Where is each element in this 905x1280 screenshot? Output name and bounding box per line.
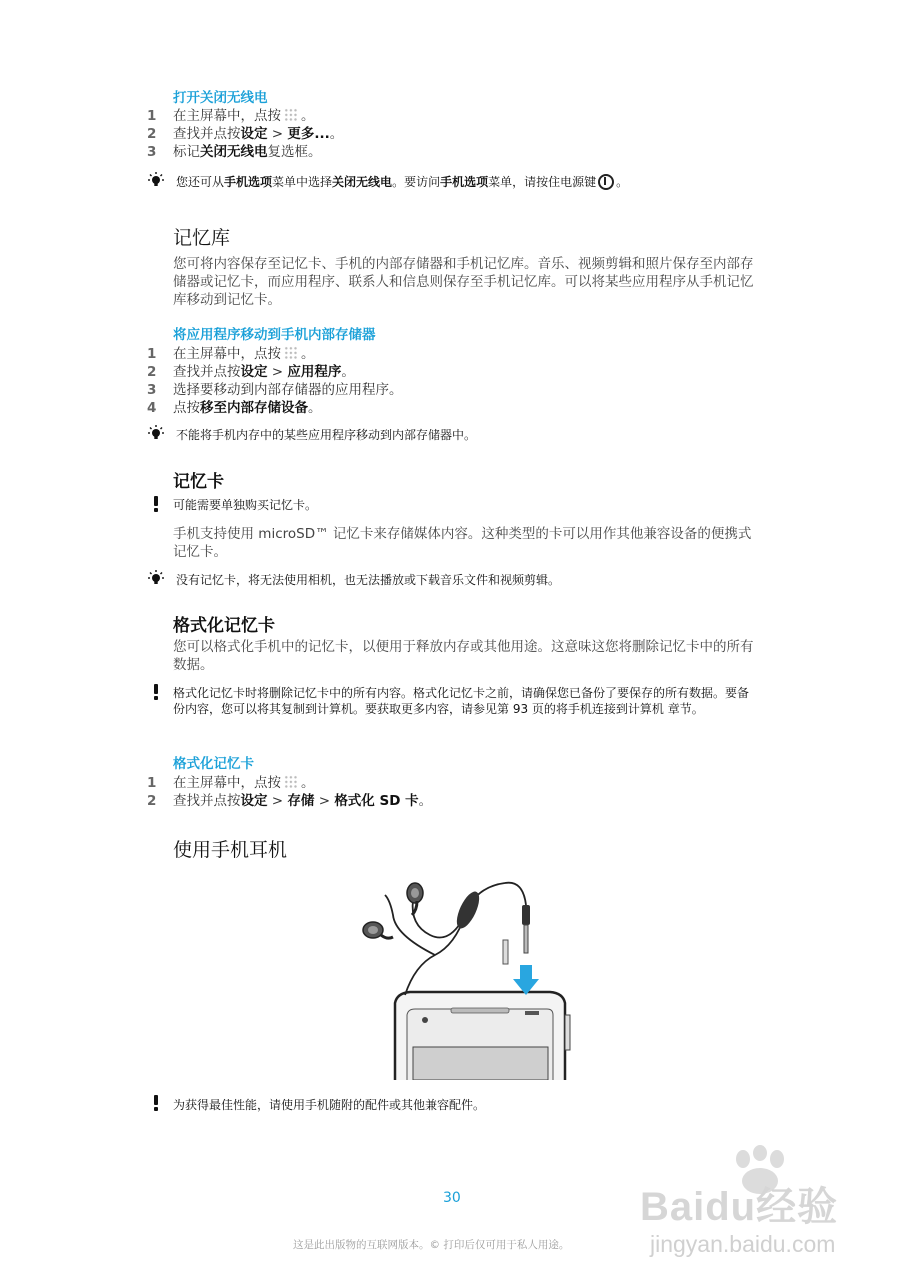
step-number: 3 [147,144,157,160]
step-number: 2 [147,793,157,809]
para-format: 您可以格式化手机中的记忆卡，以便用于释放内存或其他用途。这意味这您将删除记忆卡中的所有数据。 [173,639,754,673]
lightbulb-tip-icon [146,425,166,443]
lightbulb-tip-icon [146,172,166,190]
step-number: 3 [147,382,157,398]
step-number: 2 [147,364,157,380]
exclamation-warning-icon [146,495,166,513]
page-number: 30 [443,1190,461,1206]
apps-grid-icon [284,346,298,360]
heading-memory: 记忆库 [173,227,231,249]
step-3-wireless: 3 标记关闭无线电复选框。 [147,144,322,160]
warn-memory-card: 可能需要单独购买记忆卡。 [173,498,318,512]
headset-illustration [355,875,580,1080]
step-number: 1 [147,775,157,791]
step-1-format: 1 在主屏幕中，点按 。 [147,775,315,791]
step-number: 1 [147,346,157,362]
tip-memory: 不能将手机内存中的某些应用程序移动到内部存储器中。 [176,428,477,442]
warn-headset: 为获得最佳性能，请使用手机随附的配件或其他兼容配件。 [173,1098,486,1112]
step-number: 2 [147,126,157,142]
heading-headset: 使用手机耳机 [173,839,288,861]
para-memory: 您可将内容保存至记忆卡、手机的内部存储器和手机记忆库。音乐、视频剪辑和照片保存至内部存储器或记忆卡，而应用程序、联系人和信息则保存至手机记忆库。可以将某些应用程序从手机记忆库移动到记忆卡。 [173,256,754,308]
tip-memory-card: 没有记忆卡，将无法使用相机，也无法播放或下载音乐文件和视频剪辑。 [176,573,561,587]
apps-grid-icon [284,775,298,789]
exclamation-warning-icon [146,1094,166,1112]
tip-wireless: 您还可从手机选项菜单中选择关闭无线电。要访问手机选项菜单，请按住电源键 。 [176,175,629,189]
step-3-move: 3 选择要移动到内部存储器的应用程序。 [147,382,403,398]
power-key-icon [598,174,614,190]
step-1-wireless: 1 在主屏幕中，点按 。 [147,108,315,124]
heading-memory-card: 记忆卡 [173,472,224,492]
baidu-watermark [640,1145,880,1265]
step-number: 1 [147,108,157,124]
watermark-logo: Baidu经验 [640,1185,839,1229]
exclamation-warning-icon [146,683,166,701]
step-2-wireless: 2 查找并点按设定 > 更多...。 [147,126,344,142]
footer-text: 这是此出版物的互联网版本。© 打印后仅可用于私人用途。 [293,1239,570,1251]
step-1-move: 1 在主屏幕中，点按 。 [147,346,315,362]
lightbulb-tip-icon [146,570,166,588]
step-2-move: 2 查找并点按设定 > 应用程序。 [147,364,355,380]
warn-format: 格式化记忆卡时将删除记忆卡中的所有内容。格式化记忆卡之前，请确保您已备份了要保存的所有数据。要备份内容，您可以将其复制到计算机。要获取更多内容，请参见第 93 页的将手机连接到计算机 章节。 [173,686,750,716]
step-4-move: 4 点按移至内部存储设备。 [147,400,322,416]
step-2-format: 2 查找并点按设定 > 存储 > 格式化 SD 卡。 [147,793,433,809]
subheading-format: 格式化记忆卡 [173,756,254,772]
subheading-wireless: 打开关闭无线电 [173,90,268,106]
heading-format: 格式化记忆卡 [173,616,275,636]
subheading-move-apps: 将应用程序移动到手机内部存储器 [173,327,376,343]
para-memory-card: 手机支持使用 microSD™ 记忆卡来存储媒体内容。这种类型的卡可以用作其他兼容设备的便携式记忆卡。 [173,526,752,560]
step-number: 4 [147,400,157,416]
watermark-url: jingyan.baidu.com [650,1231,836,1257]
apps-grid-icon [284,108,298,122]
